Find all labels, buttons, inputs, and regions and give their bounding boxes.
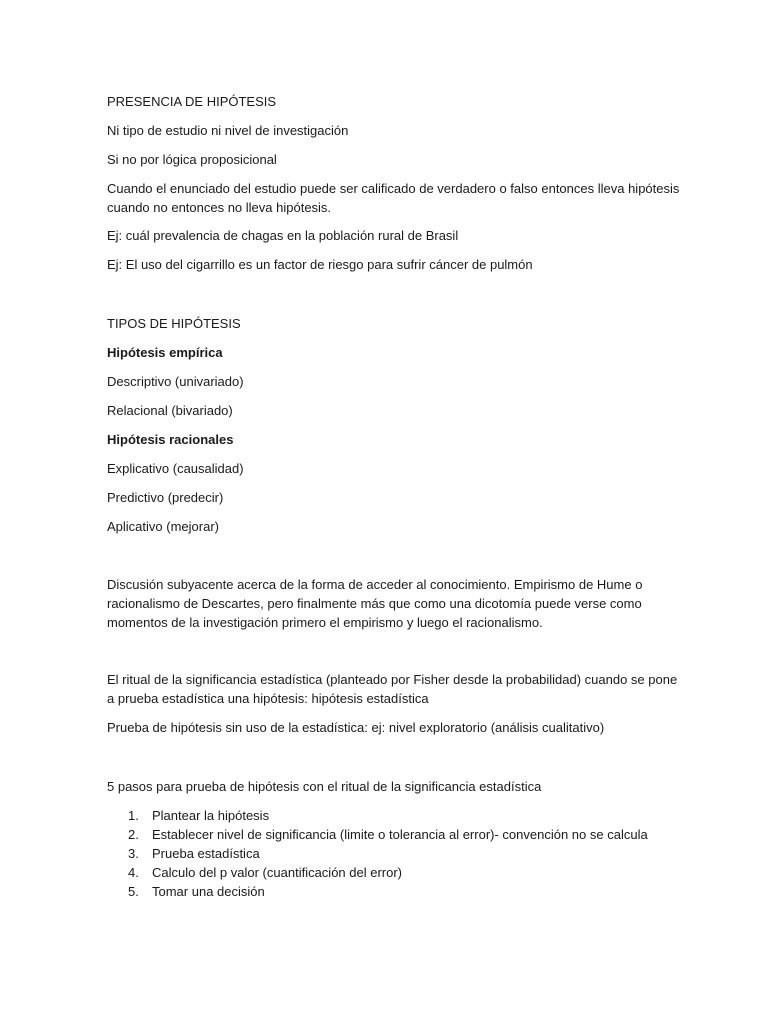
- ritual-line-3: Prueba de hipótesis sin uso de la estadística: ej: nivel exploratorio (análisis cualitativo): [107, 720, 605, 735]
- list-item: [128, 825, 648, 844]
- presence-line-3b: cuando no entonces no lleva hipótesis.: [107, 200, 332, 215]
- list-item: [128, 863, 648, 882]
- type-applicative: Aplicativo (mejorar): [107, 519, 219, 534]
- list-item-text: Prueba estadística: [152, 846, 260, 861]
- empirical-heading: Hipótesis empírica: [107, 345, 223, 360]
- discussion-line-2: racionalismo de Descartes, pero finalmente más que como una dicotomía puede verse como: [107, 596, 642, 611]
- list-item-text: Establecer nivel de significancia (limite o tolerancia al error)- convención no se calcula: [152, 827, 648, 842]
- list-item: [128, 844, 648, 863]
- discussion-line-1: Discusión subyacente acerca de la forma de acceder al conocimiento. Empirismo de Hume o: [107, 577, 643, 592]
- rational-heading: Hipótesis racionales: [107, 432, 234, 447]
- heading-types: TIPOS DE HIPÓTESIS: [107, 316, 241, 331]
- steps-intro: 5 pasos para prueba de hipótesis con el ritual de la significancia estadística: [107, 779, 542, 794]
- list-item: [128, 882, 648, 901]
- presence-line-3a: Cuando el enunciado del estudio puede ser calificado de verdadero o falso entonces lleva hipótesis: [107, 181, 680, 196]
- ritual-line-2: a prueba estadística una hipótesis: hipótesis estadística: [107, 691, 429, 706]
- presence-line-2: Si no por lógica proposicional: [107, 152, 277, 167]
- list-item-text: Calculo del p valor (cuantificación del error): [152, 865, 403, 880]
- presence-line-1: Ni tipo de estudio ni nivel de investigación: [107, 123, 349, 138]
- list-item-number: 3.: [128, 846, 139, 861]
- presence-example-1: Ej: cuál prevalencia de chagas en la población rural de Brasil: [107, 228, 459, 243]
- list-item-number: 2.: [128, 827, 139, 842]
- list-item: [128, 806, 648, 825]
- type-predictive: Predictivo (predecir): [107, 490, 224, 505]
- steps-list: [128, 806, 648, 901]
- discussion-line-3: momentos de la investigación primero el empirismo y luego el racionalismo.: [107, 615, 543, 630]
- type-relational: Relacional (bivariado): [107, 403, 233, 418]
- heading-presence: PRESENCIA DE HIPÓTESIS: [107, 94, 277, 109]
- list-item-number: 4.: [128, 865, 139, 880]
- ritual-line-1: El ritual de la significancia estadística (planteado por Fisher desde la probabilidad) cuando se pone: [107, 672, 678, 687]
- type-explicative: Explicativo (causalidad): [107, 461, 244, 476]
- list-item-number: 1.: [128, 808, 139, 823]
- type-descriptive: Descriptivo (univariado): [107, 374, 244, 389]
- list-item-text: Plantear la hipótesis: [152, 808, 270, 823]
- list-item-text: Tomar una decisión: [152, 884, 265, 899]
- presence-example-2: Ej: El uso del cigarrillo es un factor de riesgo para sufrir cáncer de pulmón: [107, 257, 533, 272]
- list-item-number: 5.: [128, 884, 139, 899]
